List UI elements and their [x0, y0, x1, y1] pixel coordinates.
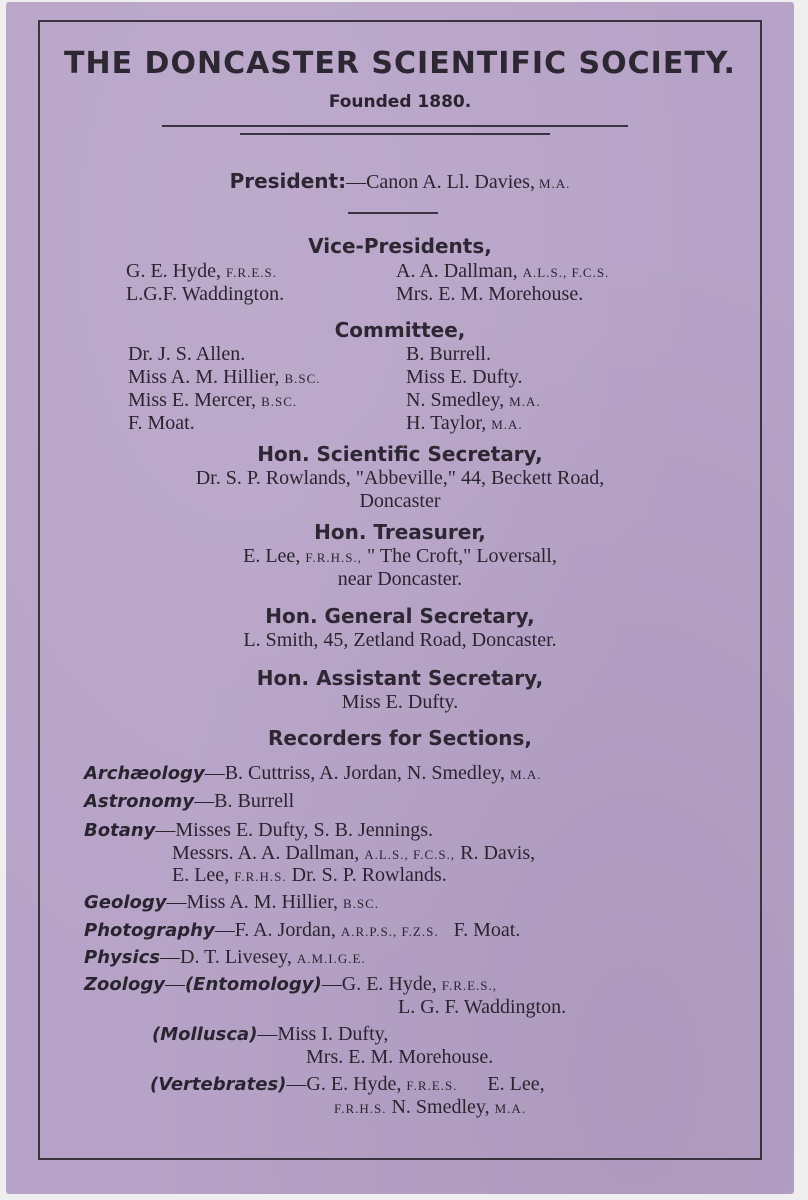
recorder-vertebrates-line2: F.R.H.S. N. Smedley, M.A. [334, 1096, 527, 1118]
society-card [6, 2, 794, 1194]
recorder-mollusca-line1: (Mollusca)—Miss I. Dufty, [152, 1023, 389, 1045]
recorder-astronomy: Astronomy—B. Burrell [84, 790, 295, 812]
vice-president-3: A. A. Dallman, A.L.S., F.C.S. [396, 260, 610, 282]
recorder-geology: Geology—Miss A. M. Hillier, B.SC. [84, 891, 380, 913]
recorder-zoology-line2: L. G. F. Waddington. [398, 996, 567, 1018]
vice-president-4: Mrs. E. M. Morehouse. [396, 283, 584, 305]
scientific-secretary-line2: Doncaster [359, 490, 441, 512]
assistant-secretary-line1: Miss E. Dufty. [341, 691, 459, 713]
committee-member-4: F. Moat. [128, 412, 195, 434]
divider-short [240, 133, 550, 135]
committee-member-1: Dr. J. S. Allen. [128, 343, 246, 365]
assistant-secretary-heading: Hon. Assistant Secretary, [256, 666, 544, 690]
scientific-secretary-line1: Dr. S. P. Rowlands, "Abbeville," 44, Beckett Road, [195, 467, 605, 489]
recorder-botany-line3: E. Lee, F.R.H.S. Dr. S. P. Rowlands. [172, 864, 447, 886]
committee-member-7: N. Smedley, M.A. [406, 389, 541, 411]
treasurer-line2: near Doncaster. [337, 568, 463, 590]
recorder-vertebrates-line1: (Vertebrates)—G. E. Hyde, F.R.E.S. E. Lee, [150, 1073, 545, 1095]
page-title: THE DONCASTER SCIENTIFIC SOCIETY. [64, 46, 736, 81]
vice-president-2: L.G.F. Waddington. [126, 283, 285, 305]
treasurer-heading: Hon. Treasurer, [314, 520, 486, 544]
divider-long [162, 125, 628, 127]
committee-member-8: H. Taylor, M.A. [406, 412, 523, 434]
recorders-heading: Recorders for Sections, [267, 726, 533, 750]
recorder-archaeology: Archæology—B. Cuttriss, A. Jordan, N. Smedley, M.A. [84, 762, 542, 784]
recorder-zoology-line1: Zoology—(Entomology)—G. E. Hyde, F.R.E.S., [84, 973, 498, 995]
president-label: President: [229, 169, 347, 193]
recorder-physics: Physics—D. T. Livesey, A.M.I.G.E. [84, 946, 366, 968]
recorder-botany-line2: Messrs. A. A. Dallman, A.L.S., F.C.S., R. Davis, [172, 842, 536, 864]
recorder-botany-line1: Botany—Misses E. Dufty, S. B. Jennings. [84, 819, 433, 841]
general-secretary-heading: Hon. General Secretary, [265, 604, 535, 628]
vice-presidents-heading: Vice-Presidents, [308, 234, 492, 258]
committee-heading: Committee, [334, 318, 466, 342]
vice-president-1: G. E. Hyde, F.R.E.S. [126, 260, 278, 282]
president-line [6, 169, 794, 194]
committee-member-3: Miss E. Mercer, B.SC. [128, 389, 298, 411]
recorder-mollusca-line2: Mrs. E. M. Morehouse. [306, 1046, 494, 1068]
scientific-secretary-heading: Hon. Scientific Secretary, [257, 442, 543, 466]
treasurer-line1: E. Lee, F.R.H.S., " The Croft," Loversall, [243, 545, 557, 567]
president-name: —Canon A. Ll. Davies, [346, 171, 535, 193]
president-degree: M.A. [538, 176, 571, 191]
committee-member-5: B. Burrell. [406, 343, 491, 365]
committee-member-6: Miss E. Dufty. [406, 366, 523, 388]
founded-date: Founded 1880. [328, 92, 472, 112]
general-secretary-line1: L. Smith, 45, Zetland Road, Doncaster. [243, 629, 557, 651]
divider-president [348, 212, 438, 214]
committee-member-2: Miss A. M. Hillier, B.SC. [128, 366, 321, 388]
recorder-photography: Photography—F. A. Jordan, A.R.P.S., F.Z.S. F. Moat. [84, 919, 521, 941]
